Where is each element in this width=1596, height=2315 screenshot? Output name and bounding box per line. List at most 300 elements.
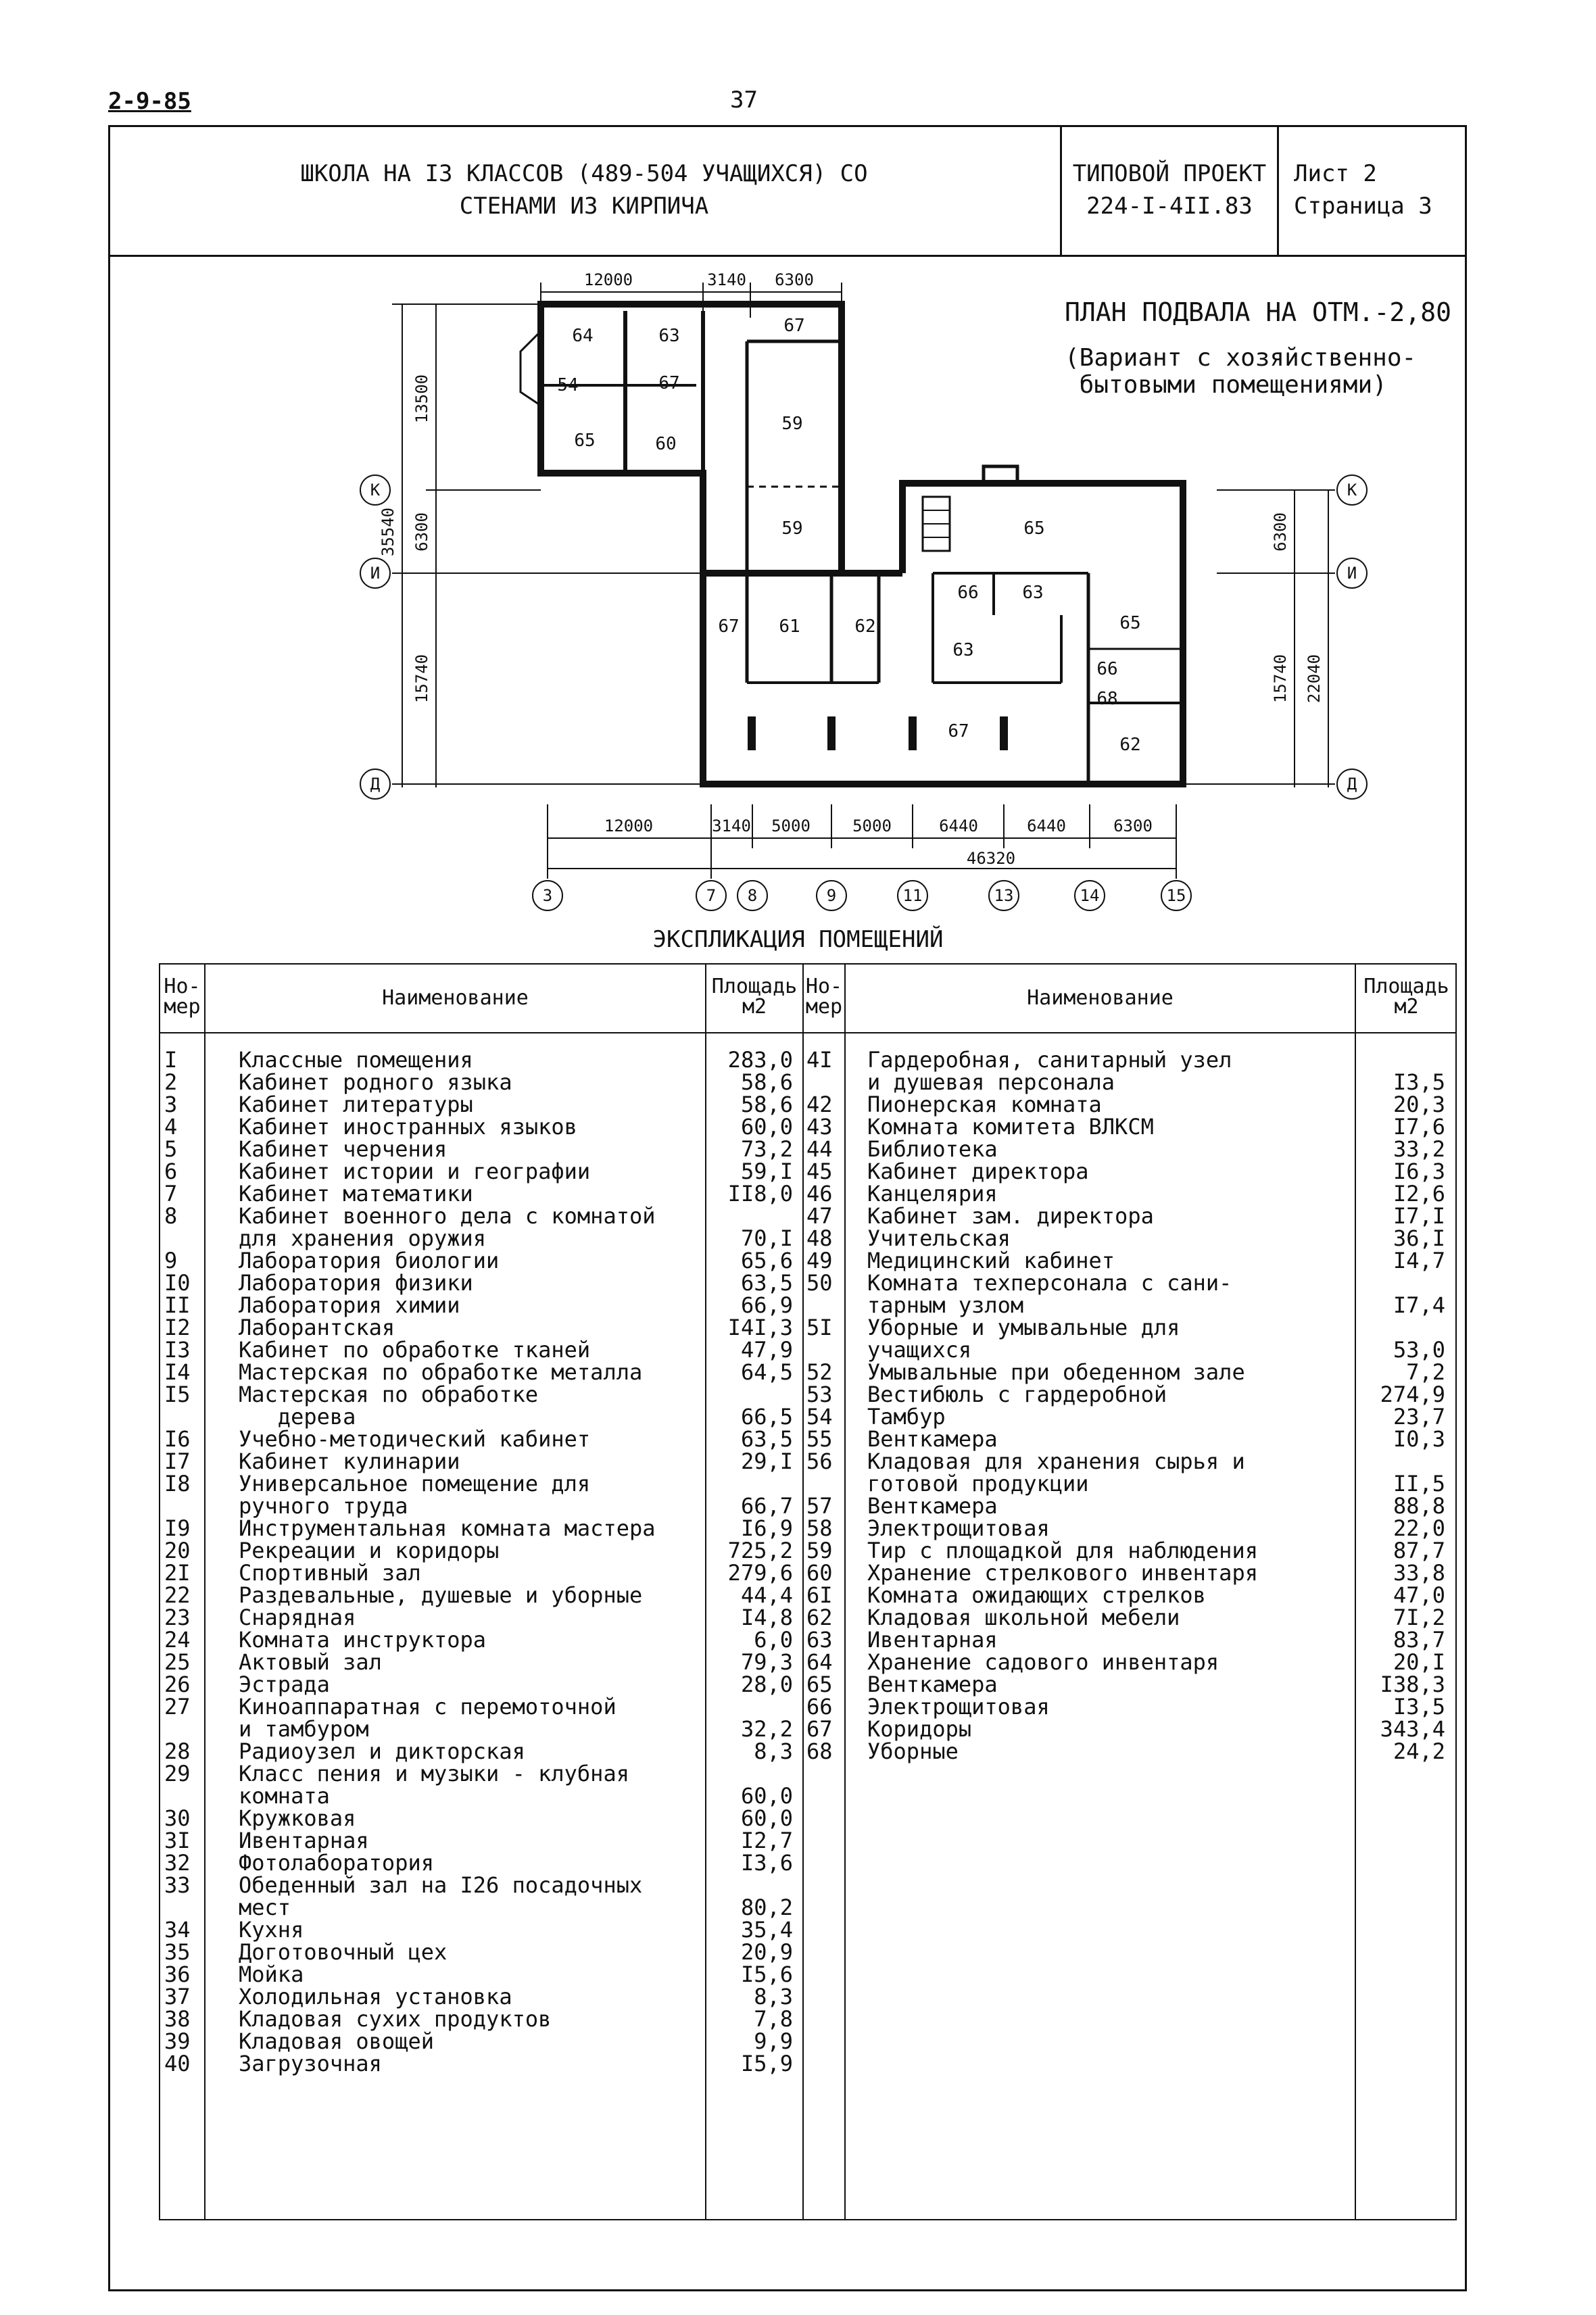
room-area: I4,8: [740, 1605, 793, 1630]
explication-table: [159, 963, 1457, 2220]
room-name: Медицинский кабинет: [867, 1248, 1115, 1273]
room-area: 20,9: [740, 1939, 793, 1965]
table-row: [806, 1049, 1453, 1071]
table-row: [164, 1874, 800, 1897]
room-area: 35,4: [740, 1917, 793, 1943]
axis-13: 13: [994, 886, 1014, 905]
room-area: 279,6: [727, 1560, 793, 1586]
room-name: Комната техперсонала с сани-: [867, 1270, 1232, 1296]
room-name: и душевая персонала: [867, 1069, 1115, 1095]
axis-8: 8: [747, 886, 758, 905]
room-area: I7,6: [1393, 1114, 1445, 1140]
room-name: Комната инструктора: [239, 1627, 487, 1653]
col-num-header: Но- мер: [164, 975, 201, 1019]
room-area: 66,7: [740, 1493, 793, 1519]
room-label: 65: [1119, 613, 1141, 633]
room-name: Кабинет директора: [867, 1159, 1089, 1184]
col-area-header: Площадь м2: [711, 975, 798, 1019]
room-name: тарным узлом: [867, 1292, 1024, 1318]
table-row: [164, 1562, 800, 1584]
room-name: Универсальное помещение для: [239, 1471, 591, 1496]
room-name: Кабинет литературы: [239, 1092, 473, 1117]
room-number: 48: [806, 1225, 833, 1251]
room-area: I4I,3: [727, 1315, 793, 1340]
room-area: I2,7: [740, 1828, 793, 1853]
room-area: I4,7: [1393, 1248, 1445, 1273]
room-number: 9: [164, 1248, 178, 1273]
room-number: 60: [806, 1560, 833, 1586]
room-name: Канцелярия: [867, 1181, 998, 1207]
room-name: Комната комитета ВЛКСМ: [867, 1114, 1154, 1140]
plan-subtitle-line-1: (Вариант с хозяйственно-: [1065, 344, 1417, 372]
room-name: Доготовочный цех: [239, 1939, 448, 1965]
table-row: [164, 1183, 800, 1205]
room-name: Кабинет военного дела с комнатой: [239, 1203, 656, 1229]
room-number: 34: [164, 1917, 191, 1943]
room-area: 58,6: [740, 1069, 793, 1095]
table-row: [164, 2053, 800, 2075]
room-number: II: [164, 1292, 191, 1318]
table-row: [806, 1740, 1453, 1763]
room-number: 28: [164, 1738, 191, 1764]
room-area: 80,2: [740, 1895, 793, 1920]
room-name: Обеденный зал на I26 посадочных: [239, 1872, 643, 1898]
room-name: Ивентарная: [867, 1627, 998, 1653]
table-row: [806, 1428, 1453, 1451]
room-number: 58: [806, 1515, 833, 1541]
right-dim-total: 22040: [1305, 654, 1324, 704]
room-number: 59: [806, 1538, 833, 1563]
room-name: Кабинет иностранных языков: [239, 1114, 577, 1140]
room-area: 60,0: [740, 1114, 793, 1140]
page-label: Страница 3: [1294, 193, 1432, 220]
room-number: 49: [806, 1248, 833, 1273]
table-row: [806, 1517, 1453, 1540]
room-number: I4: [164, 1359, 191, 1385]
room-area: I3,5: [1393, 1069, 1445, 1095]
room-name: для хранения оружия: [239, 1225, 487, 1251]
room-area: 47,0: [1393, 1582, 1445, 1608]
room-name: Лаборатория физики: [239, 1270, 473, 1296]
room-number: 5I: [806, 1315, 833, 1340]
left-dim-1: 13500: [412, 374, 431, 424]
room-name: Раздевальные, душевые и уборные: [239, 1582, 643, 1608]
bottom-dim-7: 6300: [1113, 817, 1153, 835]
room-area: 87,7: [1393, 1538, 1445, 1563]
room-area: 73,2: [740, 1136, 793, 1162]
room-name: ручного труда: [239, 1493, 408, 1519]
room-name: Кладовая сухих продуктов: [239, 2006, 552, 2032]
room-name: Класс пения и музыки - клубная: [239, 1761, 629, 1786]
table-row: [806, 1071, 1453, 1094]
room-name: Мастерская по обработке металла: [239, 1359, 643, 1385]
table-row: [806, 1138, 1453, 1161]
title-line-1: ШКОЛА НА I3 КЛАССОВ (489-504 УЧАЩИХСЯ) СО: [300, 160, 868, 187]
table-row: [164, 1961, 800, 1987]
bottom-dim-4: 5000: [852, 817, 892, 835]
room-name: Кладовая школьной мебели: [867, 1605, 1180, 1630]
table-row: [164, 1071, 800, 1094]
room-label: 66: [957, 583, 979, 603]
table-row: [164, 2030, 800, 2053]
room-name: Венткамера: [867, 1426, 998, 1452]
room-name: мест: [239, 1895, 291, 1920]
room-name: Библиотека: [867, 1136, 998, 1162]
left-dim-total: 35540: [379, 507, 397, 557]
room-name: Кладовая овощей: [239, 2028, 434, 2054]
room-number: 32: [164, 1850, 191, 1876]
room-label: 63: [658, 326, 680, 346]
table-row: [806, 1495, 1453, 1517]
table-row: [164, 1317, 800, 1339]
bottom-dim-2: 3140: [712, 817, 751, 835]
room-area: 8,3: [754, 1738, 793, 1764]
room-number: 3: [164, 1092, 178, 1117]
table-row: [806, 1116, 1453, 1138]
room-label: 67: [783, 316, 805, 336]
room-area: 70,I: [740, 1225, 793, 1251]
room-label: 63: [952, 640, 974, 660]
room-number: 40: [164, 2051, 191, 2076]
room-area: 725,2: [727, 1538, 793, 1563]
room-name: Учительская: [867, 1225, 1011, 1251]
room-label: 65: [574, 431, 596, 451]
room-number: 30: [164, 1805, 191, 1831]
table-row: [164, 1339, 800, 1361]
room-number: 56: [806, 1448, 833, 1474]
room-name: Лаборатория химии: [239, 1292, 460, 1318]
table-row: [164, 1406, 800, 1428]
axis-right-i: И: [1347, 564, 1357, 583]
room-number: 43: [806, 1114, 833, 1140]
table-row: [806, 1317, 1453, 1339]
room-name: Венткамера: [867, 1672, 998, 1697]
room-number: I2: [164, 1315, 191, 1340]
table-row: [164, 1941, 800, 1964]
room-name: дерева: [239, 1404, 356, 1430]
basement-floor-plan: [0, 0, 1596, 919]
room-number: 63: [806, 1627, 833, 1653]
table-row: [164, 1473, 800, 1495]
room-label: 64: [572, 326, 594, 346]
room-number: 45: [806, 1159, 833, 1184]
table-row: [164, 1852, 800, 1874]
room-number: 3I: [164, 1828, 191, 1853]
room-area: 8,3: [754, 1984, 793, 2009]
table-row: [806, 1696, 1453, 1718]
room-number: I8: [164, 1471, 191, 1496]
room-name: Пионерская комната: [867, 1092, 1102, 1117]
room-area: 33,8: [1393, 1560, 1445, 1586]
room-number: 4: [164, 1114, 178, 1140]
room-area: I38,3: [1380, 1672, 1445, 1697]
room-area: 23,7: [1393, 1404, 1445, 1430]
room-label: 61: [779, 616, 800, 637]
room-name: учащихся: [867, 1337, 972, 1363]
table-row: [806, 1674, 1453, 1696]
room-number: 38: [164, 2006, 191, 2032]
bottom-dim-5: 6440: [939, 817, 978, 835]
room-number: 20: [164, 1538, 191, 1563]
room-area: 58,6: [740, 1092, 793, 1117]
table-row: [806, 1384, 1453, 1406]
room-name: Умывальные при обеденном зале: [867, 1359, 1245, 1385]
room-area: 60,0: [740, 1805, 793, 1831]
room-number: 6I: [806, 1582, 833, 1608]
room-name: Гардеробная, санитарный узел: [867, 1047, 1232, 1073]
room-name: Кабинет математики: [239, 1181, 473, 1207]
room-name: Кабинет черчения: [239, 1136, 448, 1162]
table-row: [164, 1718, 800, 1740]
room-area: I3,6: [740, 1850, 793, 1876]
room-area: I5,6: [740, 1961, 793, 1987]
room-number: I: [164, 1047, 178, 1073]
table-row: [806, 1361, 1453, 1384]
room-area: 59,I: [740, 1159, 793, 1184]
axis-right-d: Д: [1347, 775, 1357, 794]
axis-left-k: К: [370, 481, 381, 499]
room-name: Спортивный зал: [239, 1560, 421, 1586]
room-area: 22,0: [1393, 1515, 1445, 1541]
room-area: I6,3: [1393, 1159, 1445, 1184]
table-row: [164, 1674, 800, 1696]
room-number: I9: [164, 1515, 191, 1541]
table-row: [806, 1227, 1453, 1250]
room-name: Радиоузел и дикторская: [239, 1738, 525, 1764]
room-name: Инструментальная комната мастера: [239, 1515, 656, 1541]
room-number: 67: [806, 1716, 833, 1742]
sheet-label: Лист 2: [1294, 160, 1377, 187]
table-row: [164, 1696, 800, 1718]
title-line-2: СТЕНАМИ ИЗ КИРПИЧА: [459, 193, 709, 220]
table-row: [164, 1272, 800, 1294]
table-row: [164, 1763, 800, 1785]
room-area: I5,9: [740, 2051, 793, 2076]
left-dim-2: 6300: [412, 512, 431, 552]
room-name: Кухня: [239, 1917, 304, 1943]
table-row: [806, 1161, 1453, 1183]
room-number: 35: [164, 1939, 191, 1965]
room-name: Уборные: [867, 1738, 959, 1764]
table-row: [164, 1785, 800, 1807]
room-name: Комната ожидающих стрелков: [867, 1582, 1206, 1608]
room-name: Ивентарная: [239, 1828, 369, 1853]
table-row: [164, 1161, 800, 1183]
axis-left-d: Д: [370, 775, 381, 794]
room-number: 22: [164, 1582, 191, 1608]
plan-subtitle-line-2: бытовыми помещениями): [1065, 371, 1387, 399]
table-row: [806, 1607, 1453, 1629]
room-number: 2I: [164, 1560, 191, 1586]
table-row: [806, 1718, 1453, 1740]
room-name: Фотолаборатория: [239, 1850, 434, 1876]
room-area: 24,2: [1393, 1738, 1445, 1764]
room-label: 62: [854, 616, 876, 637]
top-dim-1: 12000: [583, 270, 633, 289]
room-number: 50: [806, 1270, 833, 1296]
room-name: Хранение стрелкового инвентаря: [867, 1560, 1258, 1586]
table-row: [164, 1740, 800, 1763]
room-name: Тир с площадкой для наблюдения: [867, 1538, 1258, 1563]
page-number: 37: [730, 87, 758, 114]
room-area: 44,4: [740, 1582, 793, 1608]
table-row: [164, 1138, 800, 1161]
room-number: 66: [806, 1694, 833, 1720]
room-number: 55: [806, 1426, 833, 1452]
axis-3: 3: [542, 886, 553, 905]
room-area: 20,I: [1393, 1649, 1445, 1675]
bottom-dim-3: 5000: [771, 817, 811, 835]
room-label: 60: [655, 434, 677, 454]
room-number: 26: [164, 1672, 191, 1697]
room-name: Холодильная установка: [239, 1984, 512, 2009]
table-row: [164, 1361, 800, 1384]
room-number: 2: [164, 1069, 178, 1095]
room-label: 63: [1022, 583, 1044, 603]
table-row: [806, 1205, 1453, 1227]
bottom-dim-total: 46320: [966, 849, 1016, 868]
room-number: 29: [164, 1761, 191, 1786]
table-row: [806, 1473, 1453, 1495]
room-area: 79,3: [740, 1649, 793, 1675]
room-name: Загрузочная: [239, 2051, 382, 2076]
room-name: Кабинет зам. директора: [867, 1203, 1154, 1229]
room-area: 47,9: [740, 1337, 793, 1363]
room-number: 5: [164, 1136, 178, 1162]
room-area: II8,0: [727, 1181, 793, 1207]
col-num2-header: Но- мер: [805, 975, 843, 1019]
table-row: [164, 1094, 800, 1116]
table-row: [164, 1227, 800, 1250]
axis-14: 14: [1080, 886, 1100, 905]
room-area: I7,I: [1393, 1203, 1445, 1229]
room-area: 6,0: [754, 1627, 793, 1653]
left-dim-3: 15740: [412, 654, 431, 704]
table-row: [806, 1584, 1453, 1607]
room-name: Кабинет по обработке тканей: [239, 1337, 591, 1363]
room-name: Кабинет кулинарии: [239, 1448, 460, 1474]
room-name: Мойка: [239, 1961, 304, 1987]
room-number: 23: [164, 1605, 191, 1630]
room-area: 64,5: [740, 1359, 793, 1385]
room-area: 65,6: [740, 1248, 793, 1273]
room-label: 59: [781, 518, 803, 539]
room-name: Классные помещения: [239, 1047, 473, 1073]
room-label: 67: [718, 616, 740, 637]
table-row: [164, 1807, 800, 1830]
table-row: [164, 1049, 800, 1071]
col-name-header: Наименование: [382, 986, 529, 1010]
table-row: [164, 1986, 800, 2008]
room-name: Кладовая для хранения сырья и: [867, 1448, 1245, 1474]
room-name: Кружковая: [239, 1805, 356, 1831]
room-label: 59: [781, 414, 803, 434]
explication-right-rows: [806, 1049, 1453, 1763]
table-row: [806, 1339, 1453, 1361]
table-row: [806, 1094, 1453, 1116]
room-number: 65: [806, 1672, 833, 1697]
table-row: [806, 1294, 1453, 1317]
project-label: ТИПОВОЙ ПРОЕКТ: [1072, 160, 1267, 187]
col-name2-header: Наименование: [1027, 986, 1174, 1010]
room-name: и тамбуром: [239, 1716, 369, 1742]
table-row: [164, 1830, 800, 1852]
room-label: 67: [948, 721, 969, 741]
room-area: 66,5: [740, 1404, 793, 1430]
room-number: 52: [806, 1359, 833, 1385]
table-row: [164, 1495, 800, 1517]
document-code: 2-9-85: [108, 88, 191, 115]
room-number: 24: [164, 1627, 191, 1653]
room-name: Рекреации и коридоры: [239, 1538, 500, 1563]
table-row: [806, 1250, 1453, 1272]
room-area: 20,3: [1393, 1092, 1445, 1117]
room-area: I6,9: [740, 1515, 793, 1541]
room-name: Тамбур: [867, 1404, 946, 1430]
explication-title: ЭКСПЛИКАЦИЯ ПОМЕЩЕНИЙ: [652, 926, 944, 953]
room-number: 37: [164, 1984, 191, 2009]
table-row: [164, 1250, 800, 1272]
room-area: 29,I: [740, 1448, 793, 1474]
table-row: [164, 1651, 800, 1674]
axis-9: 9: [826, 886, 837, 905]
room-name: Киноаппаратная с перемоточной: [239, 1694, 616, 1720]
room-label: 54: [557, 375, 579, 395]
top-dim-3: 6300: [775, 270, 814, 289]
right-dim-1: 6300: [1271, 512, 1290, 552]
table-row: [164, 2008, 800, 2030]
project-number: 224-I-4II.83: [1086, 193, 1253, 220]
room-label: 67: [658, 373, 680, 393]
room-number: 33: [164, 1872, 191, 1898]
room-area: 63,5: [740, 1270, 793, 1296]
room-number: 27: [164, 1694, 191, 1720]
table-row: [806, 1629, 1453, 1651]
room-name: Мастерская по обработке: [239, 1382, 539, 1407]
table-row: [164, 1116, 800, 1138]
room-name: Хранение садового инвентаря: [867, 1649, 1219, 1675]
table-row: [164, 1448, 800, 1474]
table-row: [806, 1272, 1453, 1294]
room-number: 39: [164, 2028, 191, 2054]
room-number: 44: [806, 1136, 833, 1162]
room-area: I7,4: [1393, 1292, 1445, 1318]
table-row: [164, 1294, 800, 1317]
room-number: 64: [806, 1649, 833, 1675]
room-area: 283,0: [727, 1047, 793, 1073]
room-name: Электрощитовая: [867, 1515, 1050, 1541]
room-area: I3,5: [1393, 1694, 1445, 1720]
room-number: 57: [806, 1493, 833, 1519]
bottom-dim-1: 12000: [604, 817, 654, 835]
room-area: 83,7: [1393, 1627, 1445, 1653]
room-area: 88,8: [1393, 1493, 1445, 1519]
room-number: 68: [806, 1738, 833, 1764]
table-row: [164, 1384, 800, 1406]
table-row: [806, 1183, 1453, 1205]
room-number: I0: [164, 1270, 191, 1296]
table-row: [806, 1540, 1453, 1562]
room-name: Снарядная: [239, 1605, 356, 1630]
room-area: 9,9: [754, 2028, 793, 2054]
room-name: комната: [239, 1783, 330, 1809]
room-name: Коридоры: [867, 1716, 972, 1742]
room-name: Актовый зал: [239, 1649, 382, 1675]
room-name: Электрощитовая: [867, 1694, 1050, 1720]
room-name: Вестибюль с гардеробной: [867, 1382, 1167, 1407]
table-row: [806, 1562, 1453, 1584]
room-area: 7,8: [754, 2006, 793, 2032]
